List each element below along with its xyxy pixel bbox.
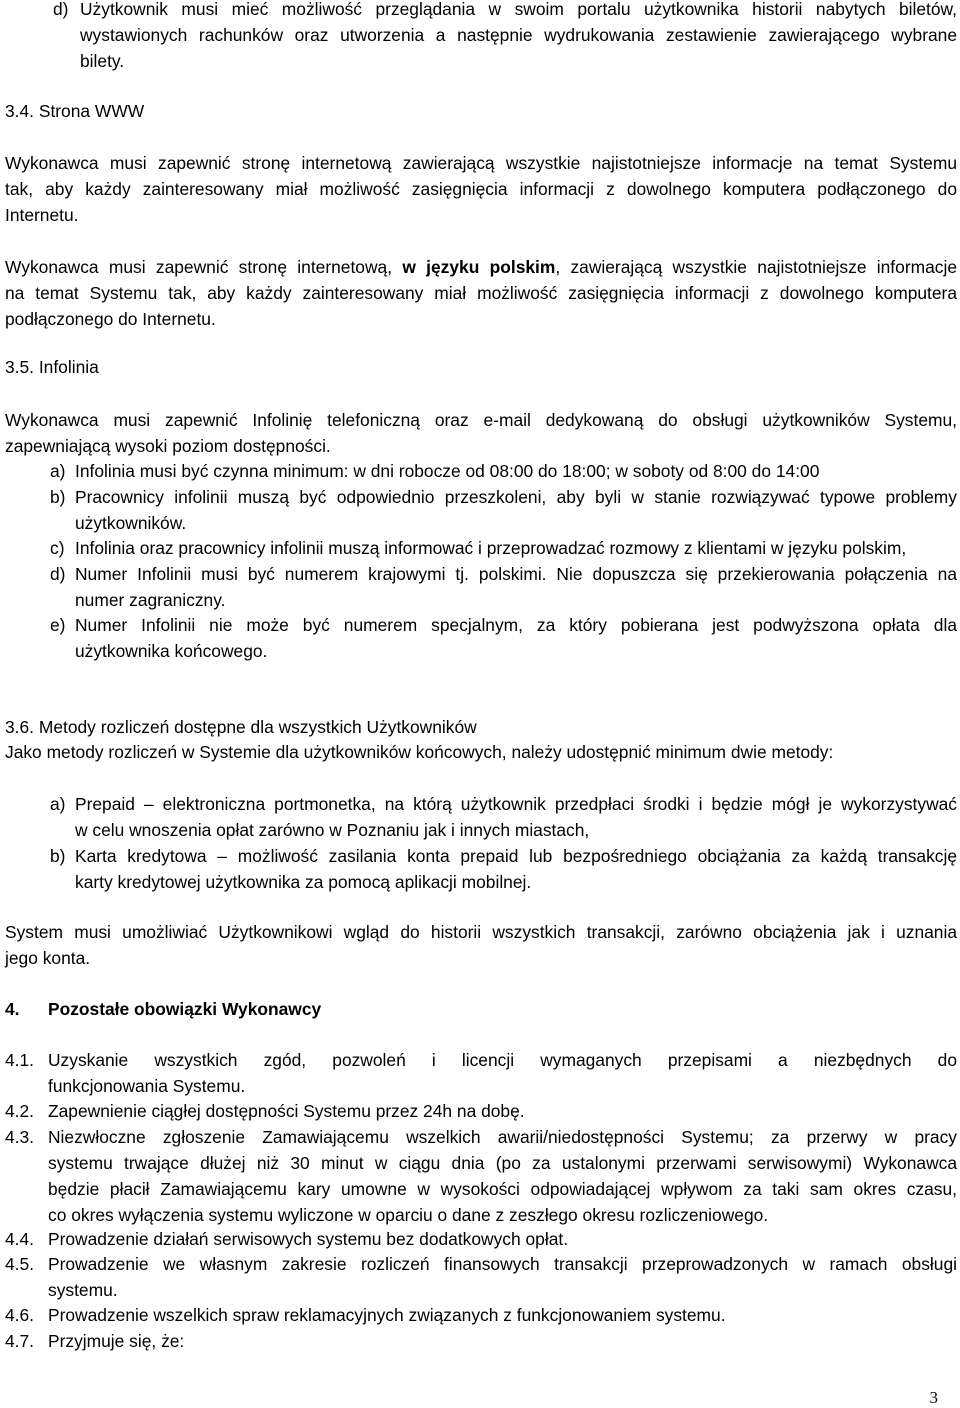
paragraph-line: na temat Systemu tak, aby każdy zainteresowany miał możliwość zasięgnięcia informacji z dowolnego komputera [5, 283, 957, 303]
paragraph-line: Jako metody rozliczeń w Systemie dla użytkowników końcowych, należy udostępnić minimum dwie metody: [5, 742, 834, 762]
paragraph-line: Wykonawca musi zapewnić stronę internetową zawierającą wszystkie najistotniejsze informacje na temat Systemu [5, 153, 957, 173]
section-heading-4: Pozostałe obowiązki Wykonawcy [48, 999, 322, 1019]
bold-phrase: w języku polskim [402, 257, 556, 277]
paragraph-line: Wykonawca musi zapewnić stronę internetową, w języku polskim, zawierającą wszystkie najistotniejsze informacje [5, 257, 957, 277]
list-item-line: Infolinia oraz pracownicy infolinii muszą informować i przeprowadzać rozmowy z klientami w języku polskim, [75, 538, 907, 558]
section-number-4: 4. [5, 999, 20, 1019]
list-item-line: Numer Infolinii nie może być numerem specjalnym, za który pobierana jest podwyższona opłata dla [75, 615, 957, 635]
list-marker: a) [50, 461, 66, 481]
list-marker: b) [50, 487, 66, 507]
list-item-line: użytkowników. [75, 513, 187, 533]
item-line: Uzyskanie wszystkich zgód, pozwoleń i licencji wymaganych przepisami a niezbędnych do [48, 1050, 957, 1070]
item-line: systemu. [48, 1280, 118, 1300]
list-item-line: Infolinia musi być czynna minimum: w dni robocze od 08:00 do 18:00; w soboty od 8:00 do 14:00 [75, 461, 820, 481]
item-line: Przyjmuje się, że: [48, 1331, 185, 1351]
list-item-line: w celu wnoszenia opłat zarówno w Poznaniu jak i innych miastach, [75, 820, 590, 840]
list-marker: d) [53, 0, 69, 19]
item-line: Zapewnienie ciągłej dostępności Systemu przez 24h na dobę. [48, 1101, 525, 1121]
item-line: Prowadzenie wszelkich spraw reklamacyjnych związanych z funkcjonowaniem systemu. [48, 1305, 726, 1325]
list-item-line: Numer Infolinii musi być numerem krajowymi tj. polskimi. Nie dopuszcza się przekierowania połączenia na [75, 564, 957, 584]
list-item-line: karty kredytowej użytkownika za pomocą aplikacji mobilnej. [75, 872, 532, 892]
list-item-line: wystawionych rachunków oraz utworzenia a następnie wydrukowania zestawienie zawierającego wybrane [80, 25, 957, 45]
item-number: 4.5. [5, 1254, 35, 1274]
paragraph-line: Wykonawca musi zapewnić Infolinię telefoniczną oraz e-mail dedykowaną do obsługi użytkowników Systemu, [5, 410, 957, 430]
item-number: 4.6. [5, 1305, 35, 1325]
paragraph-line: tak, aby każdy zainteresowany miał możliwość zasięgnięcia informacji z dowolnego komputera podłączonego do [5, 179, 957, 199]
item-number: 4.3. [5, 1127, 35, 1147]
item-line: funkcjonowania Systemu. [48, 1076, 246, 1096]
item-line: Prowadzenie we własnym zakresie rozliczeń finansowych transakcji przeprowadzonych w ramach obsługi [48, 1254, 957, 1274]
list-item-line: numer zagraniczny. [75, 590, 226, 610]
list-marker: d) [50, 564, 66, 584]
page-number: 3 [929, 1388, 938, 1407]
list-marker: b) [50, 846, 66, 866]
list-marker: a) [50, 794, 66, 814]
list-item-line: Karta kredytowa – możliwość zasilania konta prepaid lub bezpośredniego obciążania za każdą transakcję [75, 846, 957, 866]
section-heading-3-6: 3.6. Metody rozliczeń dostępne dla wszystkich Użytkowników [5, 717, 477, 737]
item-line: co okres wyłączenia systemu wyliczone w oparciu o dane z zeszłego okresu rozliczeniowego. [48, 1205, 769, 1225]
paragraph-line: Internetu. [5, 205, 79, 225]
list-item-line: Użytkownik musi mieć możliwość przeglądania w swoim portalu użytkownika historii nabytych biletów, [80, 0, 957, 19]
list-marker: e) [50, 615, 66, 635]
paragraph-line: podłączonego do Internetu. [5, 309, 216, 329]
paragraph-line: jego konta. [5, 948, 91, 968]
item-line: będzie płacił Zamawiającemu kary umowne w wysokości odpowiadającej wpływom za taki sam okres czasu, [48, 1179, 957, 1199]
section-heading-3-4: 3.4. Strona WWW [5, 101, 145, 121]
list-item-line: użytkownika końcowego. [75, 641, 268, 661]
item-line: Niezwłoczne zgłoszenie Zamawiającemu wszelkich awarii/niedostępności Systemu; za przerwy w pracy [48, 1127, 957, 1147]
paragraph-line: System musi umożliwiać Użytkownikowi wgląd do historii wszystkich transakcji, zarówno obciążenia jak i uznania [5, 922, 957, 942]
item-line: systemu trwające dłużej niż 30 minut w ciągu dnia (po za ustalonymi przerwami serwisowymi) Wykonawca [48, 1153, 957, 1173]
list-item-line: bilety. [80, 51, 125, 71]
list-item-line: Pracownicy infolinii muszą być odpowiednio przeszkoleni, aby byli w stanie rozwiązywać typowe problemy [75, 487, 957, 507]
item-number: 4.7. [5, 1331, 35, 1351]
item-number: 4.1. [5, 1050, 35, 1070]
list-marker: c) [50, 538, 65, 558]
item-number: 4.4. [5, 1229, 35, 1249]
section-heading-3-5: 3.5. Infolinia [5, 357, 99, 377]
item-line: Prowadzenie działań serwisowych systemu bez dodatkowych opłat. [48, 1229, 569, 1249]
paragraph-line: zapewniającą wysoki poziom dostępności. [5, 436, 331, 456]
item-number: 4.2. [5, 1101, 35, 1121]
list-item-line: Prepaid – elektroniczna portmonetka, na którą użytkownik przedpłaci środki i będzie mógł je wykorzystywać [75, 794, 957, 814]
